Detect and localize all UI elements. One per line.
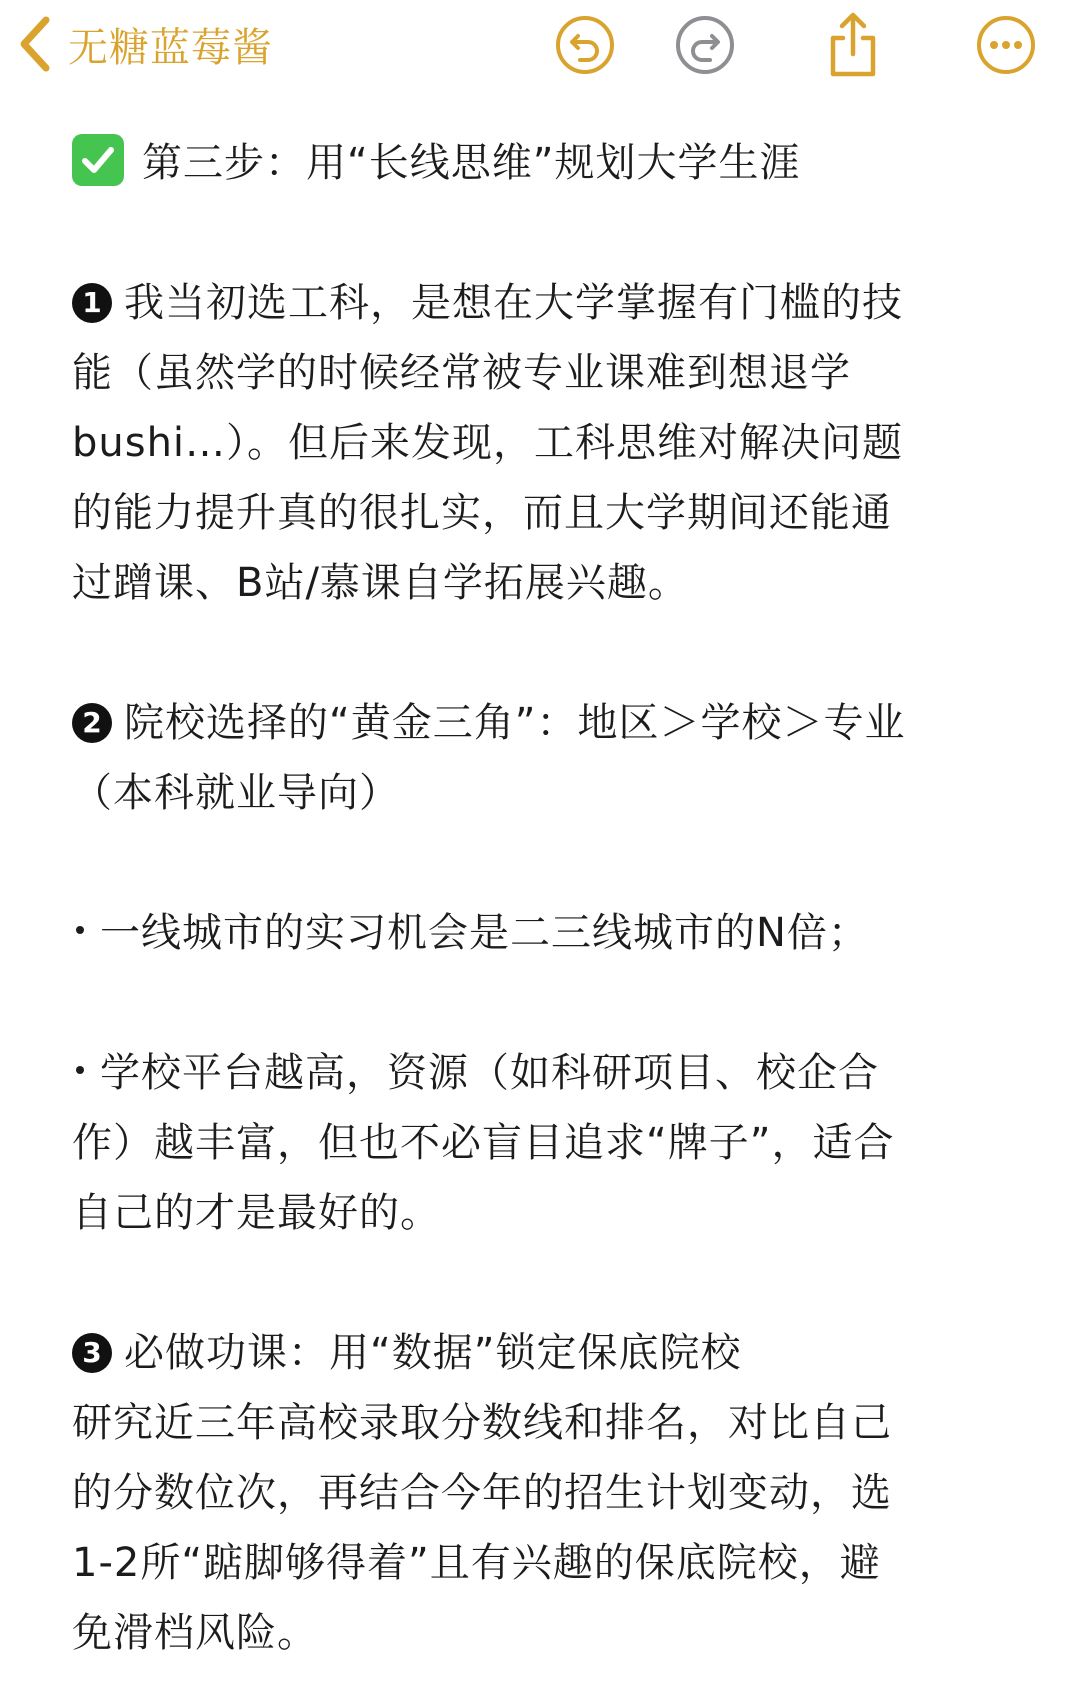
paragraph-2-text: 院校选择的“黄金三角”：地区＞学校＞专业 xyxy=(124,700,906,746)
paragraph-2-line xyxy=(72,688,1012,758)
paragraph-1-line xyxy=(72,268,1012,338)
bullet-item-line: 作）越丰富，但也不必盲目追求“牌子”，适合 xyxy=(72,1120,895,1166)
back-label: 无糖蓝莓酱 xyxy=(68,24,273,71)
paragraph-3-heading xyxy=(72,1318,1012,1388)
step-heading xyxy=(72,128,1012,198)
paragraph-3-line: 免滑档风险。 xyxy=(72,1610,318,1656)
check-mark-icon xyxy=(72,134,124,186)
paragraph-3-line: 1-2所“踮脚够得着”且有兴趣的保底院校，避 xyxy=(72,1540,881,1586)
bullet-item xyxy=(72,1038,1012,1108)
bullet-item xyxy=(72,898,1012,968)
number-1-icon: 1 xyxy=(72,283,112,323)
bullet-icon xyxy=(76,1066,84,1074)
share-icon xyxy=(825,12,881,78)
bullet-item-line: 自己的才是最好的。 xyxy=(72,1190,441,1236)
paragraph-3-heading-text: 必做功课：用“数据”锁定保底院校 xyxy=(124,1330,742,1376)
paragraph-3-line: 研究近三年高校录取分数线和排名，对比自己 xyxy=(72,1400,892,1446)
paragraph-1-line: bushi…）。但后来发现，工科思维对解决问题 xyxy=(72,420,904,466)
paragraph-1-line: 过蹭课、B站/慕课自学拓展兴趣。 xyxy=(72,560,689,606)
step-heading-text: 第三步：用“长线思维”规划大学生涯 xyxy=(142,140,801,186)
share-button[interactable] xyxy=(820,12,886,78)
bullet-text: 学校平台越高，资源（如科研项目、校企合 xyxy=(100,1050,879,1096)
note-toolbar xyxy=(0,0,1080,92)
chevron-left-icon xyxy=(18,16,52,72)
paragraph-1-text: 我当初选工科，是想在大学掌握有门槛的技 xyxy=(124,280,903,326)
undo-button[interactable] xyxy=(552,12,618,78)
number-3-icon: 3 xyxy=(72,1333,112,1373)
back-button[interactable] xyxy=(18,12,273,76)
more-button[interactable] xyxy=(973,12,1039,78)
number-2-icon: 2 xyxy=(72,703,112,743)
undo-icon xyxy=(554,14,616,76)
note-body[interactable] xyxy=(72,128,1012,1668)
paragraph-3-line: 的分数位次，再结合今年的招生计划变动，选 xyxy=(72,1470,892,1516)
paragraph-1-line: 能（虽然学的时候经常被专业课难到想退学 xyxy=(72,350,851,396)
paragraph-2-line: （本科就业导向） xyxy=(72,770,400,816)
bullet-icon xyxy=(76,926,84,934)
redo-button[interactable] xyxy=(672,12,738,78)
more-icon xyxy=(975,14,1037,76)
paragraph-1-line: 的能力提升真的很扎实，而且大学期间还能通 xyxy=(72,490,892,536)
redo-icon xyxy=(674,14,736,76)
bullet-text: 一线城市的实习机会是二三线城市的N倍； xyxy=(100,910,869,956)
